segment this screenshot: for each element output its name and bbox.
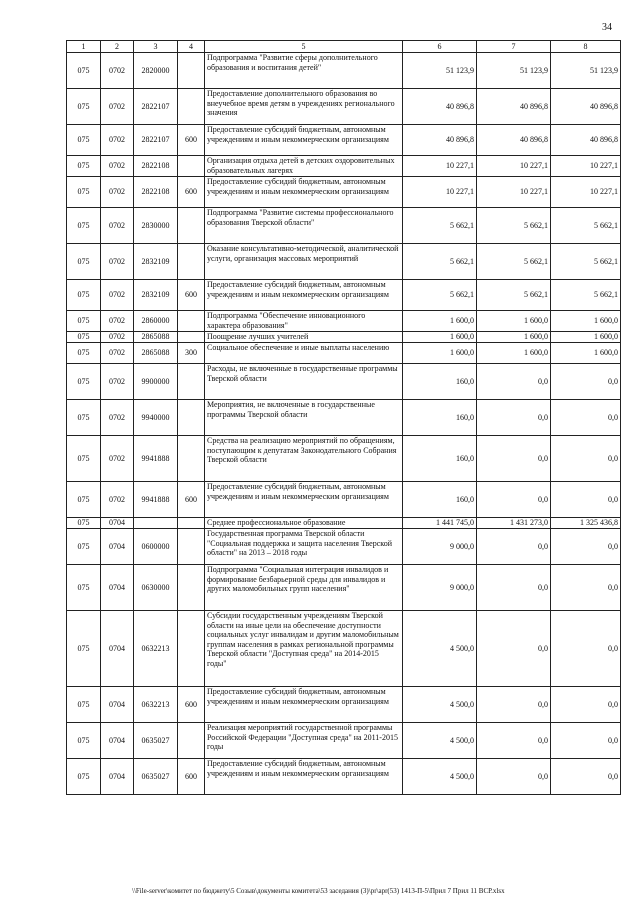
target-code-cell: 0630000 [134,565,178,611]
table-row [67,208,621,244]
target-code-cell: 0635027 [134,723,178,759]
amount-col7-cell: 40 896,8 [477,125,551,156]
column-header: 2 [101,41,134,53]
column-header: 6 [403,41,477,53]
table-row [67,565,621,611]
admin-code-cell: 075 [67,759,101,795]
amount-col8-cell: 0,0 [551,723,621,759]
target-code-cell: 0600000 [134,529,178,565]
target-code-cell: 2820000 [134,53,178,89]
target-code-cell: 0632213 [134,687,178,723]
amount-col8-cell: 1 600,0 [551,343,621,364]
section-code-cell: 0702 [101,332,134,343]
column-header: 8 [551,41,621,53]
amount-col7-cell: 1 600,0 [477,332,551,343]
section-code-cell: 0702 [101,53,134,89]
amount-col8-cell: 1 325 436,8 [551,518,621,529]
amount-col6-cell: 1 600,0 [403,343,477,364]
amount-col7-cell: 51 123,9 [477,53,551,89]
target-code-cell: 0635027 [134,759,178,795]
amount-col7-cell: 0,0 [477,759,551,795]
admin-code-cell: 075 [67,125,101,156]
expense-type-cell: 600 [178,759,205,795]
section-code-cell: 0702 [101,208,134,244]
amount-col6-cell: 5 662,1 [403,280,477,311]
table-row [67,518,621,529]
amount-col8-cell: 40 896,8 [551,89,621,125]
amount-col8-cell: 5 662,1 [551,208,621,244]
admin-code-cell: 075 [67,244,101,280]
amount-col8-cell: 0,0 [551,529,621,565]
admin-code-cell: 075 [67,208,101,244]
expense-type-cell: 600 [178,125,205,156]
amount-col8-cell: 0,0 [551,364,621,400]
item-name-cell: Расходы, не включенные в государственные программы Тверской области [205,364,403,400]
section-code-cell: 0702 [101,364,134,400]
expense-type-cell [178,400,205,436]
table-row [67,611,621,687]
admin-code-cell: 075 [67,311,101,332]
table-row [67,280,621,311]
section-code-cell: 0704 [101,529,134,565]
target-code-cell: 2832109 [134,280,178,311]
item-name-cell: Подпрограмма "Развитие системы профессионального образования Тверской области" [205,208,403,244]
expense-type-cell [178,53,205,89]
item-name-cell: Оказание консультативно-методической, аналитической услуги, организация массовых мероприятий [205,244,403,280]
admin-code-cell: 075 [67,280,101,311]
admin-code-cell: 075 [67,343,101,364]
item-name-cell: Поощрение лучших учителей [205,332,403,343]
table-row [67,436,621,482]
target-code-cell: 2860000 [134,311,178,332]
page-number: 34 [602,22,612,33]
target-code-cell: 2822108 [134,177,178,208]
column-header: 4 [178,41,205,53]
section-code-cell: 0704 [101,611,134,687]
amount-col7-cell: 0,0 [477,723,551,759]
admin-code-cell: 075 [67,436,101,482]
amount-col6-cell: 1 441 745,0 [403,518,477,529]
item-name-cell: Мероприятия, не включенные в государственные программы Тверской области [205,400,403,436]
item-name-cell: Подпрограмма "Обеспечение инновационного характера образования" [205,311,403,332]
admin-code-cell: 075 [67,611,101,687]
item-name-cell: Подпрограмма "Развитие сферы дополнительного образования и воспитания детей" [205,53,403,89]
table-row [67,156,621,177]
expense-type-cell [178,89,205,125]
amount-col8-cell: 0,0 [551,611,621,687]
amount-col7-cell: 5 662,1 [477,280,551,311]
target-code-cell: 9941888 [134,436,178,482]
amount-col7-cell: 0,0 [477,687,551,723]
item-name-cell: Средства на реализацию мероприятий по обращениям, поступающим к депутатам Законодательного Собрания Тверской области [205,436,403,482]
table-row [67,400,621,436]
section-code-cell: 0702 [101,89,134,125]
table-row [67,311,621,332]
section-code-cell: 0704 [101,723,134,759]
table-row [67,529,621,565]
amount-col7-cell: 0,0 [477,400,551,436]
amount-col6-cell: 40 896,8 [403,89,477,125]
amount-col6-cell: 1 600,0 [403,311,477,332]
header-row [67,41,621,53]
target-code-cell: 2865088 [134,343,178,364]
item-name-cell: Предоставление дополнительного образования во внеучебное время детям в учреждениях регионального значения [205,89,403,125]
amount-col6-cell: 5 662,1 [403,244,477,280]
file-path-footer: \\File-server\комитет по бюджету\5 Созыв\документы комитета\53 заседания (3)\pr\apr(53) 1413-П-5\Прил 7 Прил 11 ВСР.xlsx [132,887,505,895]
amount-col6-cell: 160,0 [403,400,477,436]
target-code-cell: 2830000 [134,208,178,244]
admin-code-cell: 075 [67,332,101,343]
expense-type-cell [178,723,205,759]
expense-type-cell [178,364,205,400]
amount-col6-cell: 9 000,0 [403,565,477,611]
expense-type-cell [178,332,205,343]
admin-code-cell: 075 [67,565,101,611]
target-code-cell: 2822107 [134,89,178,125]
expense-type-cell: 600 [178,280,205,311]
item-name-cell: Предоставление субсидий бюджетным, автономным учреждениям и иным некоммерческим организациям [205,177,403,208]
section-code-cell: 0702 [101,280,134,311]
table-row [67,759,621,795]
item-name-cell: Организация отдыха детей в детских оздоровительных образовательных лагерях [205,156,403,177]
column-header: 7 [477,41,551,53]
table-row [67,482,621,518]
amount-col7-cell: 10 227,1 [477,177,551,208]
amount-col7-cell: 0,0 [477,611,551,687]
expense-type-cell [178,518,205,529]
expense-type-cell [178,208,205,244]
item-name-cell: Субсидии государственным учреждениям Тверской области на иные цели на обеспечение доступности социальных услуг инвалидам и другим маломобильным группам населения в рамках региональной программы Тверской области "Доступная среда" на 2014-2015 годы" [205,611,403,687]
admin-code-cell: 075 [67,529,101,565]
amount-col7-cell: 10 227,1 [477,156,551,177]
section-code-cell: 0702 [101,436,134,482]
admin-code-cell: 075 [67,723,101,759]
item-name-cell: Предоставление субсидий бюджетным, автономным учреждениям и иным некоммерческим организациям [205,125,403,156]
amount-col6-cell: 40 896,8 [403,125,477,156]
table-row [67,364,621,400]
table-row [67,177,621,208]
table-body [67,53,621,795]
expense-type-cell [178,436,205,482]
amount-col7-cell: 1 600,0 [477,311,551,332]
amount-col7-cell: 5 662,1 [477,208,551,244]
table-row [67,723,621,759]
amount-col6-cell: 1 600,0 [403,332,477,343]
item-name-cell: Социальное обеспечение и иные выплаты населению [205,343,403,364]
expense-type-cell: 600 [178,482,205,518]
amount-col8-cell: 1 600,0 [551,332,621,343]
target-code-cell: 0632213 [134,611,178,687]
amount-col8-cell: 0,0 [551,687,621,723]
item-name-cell: Предоставление субсидий бюджетным, автономным учреждениям и иным некоммерческим организациям [205,482,403,518]
amount-col8-cell: 0,0 [551,759,621,795]
section-code-cell: 0702 [101,311,134,332]
amount-col7-cell: 0,0 [477,482,551,518]
amount-col7-cell: 0,0 [477,436,551,482]
section-code-cell: 0702 [101,343,134,364]
admin-code-cell: 075 [67,156,101,177]
item-name-cell: Предоставление субсидий бюджетным, автономным учреждениям и иным некоммерческим организациям [205,759,403,795]
amount-col6-cell: 4 500,0 [403,759,477,795]
admin-code-cell: 075 [67,364,101,400]
target-code-cell: 2865088 [134,332,178,343]
table-row [67,125,621,156]
amount-col6-cell: 51 123,9 [403,53,477,89]
table-row [67,53,621,89]
amount-col8-cell: 10 227,1 [551,156,621,177]
section-code-cell: 0704 [101,565,134,611]
amount-col6-cell: 4 500,0 [403,611,477,687]
section-code-cell: 0702 [101,400,134,436]
amount-col8-cell: 51 123,9 [551,53,621,89]
admin-code-cell: 075 [67,687,101,723]
amount-col8-cell: 0,0 [551,482,621,518]
amount-col6-cell: 10 227,1 [403,156,477,177]
column-header: 5 [205,41,403,53]
amount-col6-cell: 160,0 [403,482,477,518]
amount-col8-cell: 10 227,1 [551,177,621,208]
amount-col7-cell: 0,0 [477,364,551,400]
item-name-cell: Предоставление субсидий бюджетным, автономным учреждениям и иным некоммерческим организациям [205,687,403,723]
amount-col6-cell: 4 500,0 [403,687,477,723]
column-header: 1 [67,41,101,53]
target-code-cell: 9940000 [134,400,178,436]
expense-type-cell [178,529,205,565]
expense-type-cell: 600 [178,177,205,208]
target-code-cell: 9941888 [134,482,178,518]
section-code-cell: 0704 [101,759,134,795]
amount-col6-cell: 4 500,0 [403,723,477,759]
table-row [67,332,621,343]
target-code-cell: 2822108 [134,156,178,177]
table-row [67,89,621,125]
amount-col8-cell: 1 600,0 [551,311,621,332]
item-name-cell: Реализация мероприятий государственной программы Российской Федерации "Доступная среда" на 2011-2015 годы [205,723,403,759]
amount-col8-cell: 5 662,1 [551,280,621,311]
table-row [67,687,621,723]
item-name-cell: Среднее профессиональное образование [205,518,403,529]
admin-code-cell: 075 [67,89,101,125]
section-code-cell: 0702 [101,125,134,156]
table-row [67,244,621,280]
amount-col7-cell: 1 600,0 [477,343,551,364]
admin-code-cell: 075 [67,518,101,529]
amount-col8-cell: 40 896,8 [551,125,621,156]
amount-col6-cell: 10 227,1 [403,177,477,208]
amount-col7-cell: 1 431 273,0 [477,518,551,529]
target-code-cell: 2822107 [134,125,178,156]
column-header: 3 [134,41,178,53]
budget-table [66,40,621,795]
item-name-cell: Государственная программа Тверской области "Социальная поддержка и защита населения Тверской области" на 2013 – 2018 годы [205,529,403,565]
section-code-cell: 0704 [101,518,134,529]
expense-type-cell [178,156,205,177]
amount-col8-cell: 0,0 [551,565,621,611]
target-code-cell: 9900000 [134,364,178,400]
amount-col8-cell: 5 662,1 [551,244,621,280]
item-name-cell: Подпрограмма "Социальная интеграция инвалидов и формирование безбарьерной среды для инвалидов и других маломобильных групп населения" [205,565,403,611]
admin-code-cell: 075 [67,177,101,208]
item-name-cell: Предоставление субсидий бюджетным, автономным учреждениям и иным некоммерческим организациям [205,280,403,311]
expense-type-cell [178,611,205,687]
amount-col6-cell: 160,0 [403,364,477,400]
amount-col7-cell: 5 662,1 [477,244,551,280]
expense-type-cell [178,311,205,332]
section-code-cell: 0702 [101,156,134,177]
amount-col7-cell: 0,0 [477,565,551,611]
admin-code-cell: 075 [67,53,101,89]
expense-type-cell [178,565,205,611]
section-code-cell: 0702 [101,244,134,280]
amount-col8-cell: 0,0 [551,436,621,482]
amount-col6-cell: 5 662,1 [403,208,477,244]
admin-code-cell: 075 [67,482,101,518]
admin-code-cell: 075 [67,400,101,436]
expense-type-cell: 300 [178,343,205,364]
expense-type-cell: 600 [178,687,205,723]
target-code-cell [134,518,178,529]
table-row [67,343,621,364]
section-code-cell: 0702 [101,177,134,208]
amount-col8-cell: 0,0 [551,400,621,436]
amount-col6-cell: 160,0 [403,436,477,482]
amount-col7-cell: 40 896,8 [477,89,551,125]
target-code-cell: 2832109 [134,244,178,280]
expense-type-cell [178,244,205,280]
section-code-cell: 0702 [101,482,134,518]
amount-col7-cell: 0,0 [477,529,551,565]
section-code-cell: 0704 [101,687,134,723]
amount-col6-cell: 9 000,0 [403,529,477,565]
